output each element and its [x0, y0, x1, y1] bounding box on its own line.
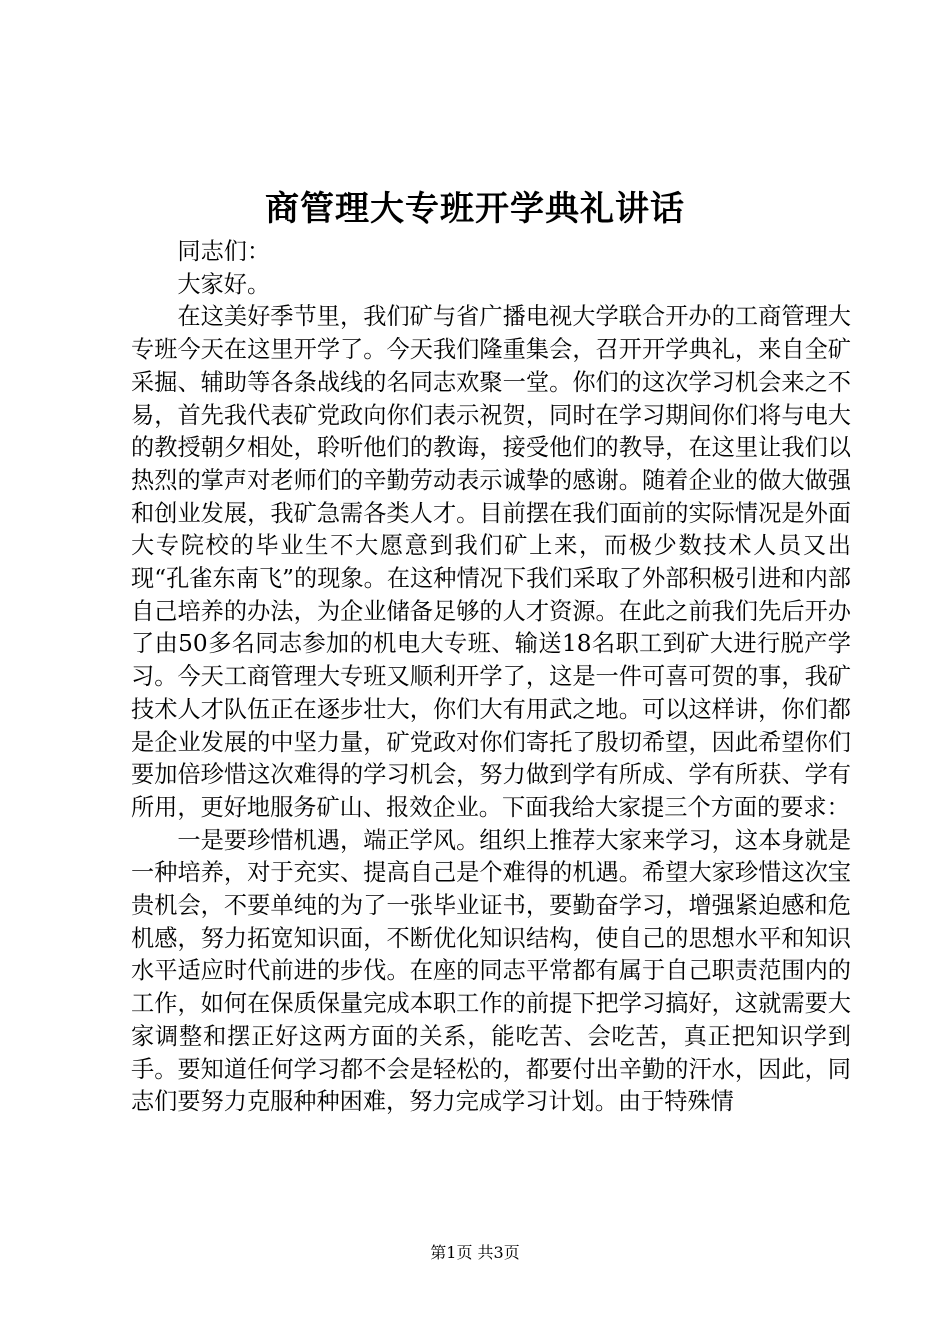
- body-paragraph: 一是要珍惜机遇，端正学风。组织上推荐大家来学习，这本身就是一种培养，对于充实、提高自己是个难得的机遇。希望大家珍惜这次宝贵机会，不要单纯的为了一张毕业证书，要勤奋学习，增强紧迫感和危机感，努力拓宽知识面，不断优化知识结构，使自己的思想水平和知识水平适应时代前进的步伐。在座的同志平常都有属于自己职责范围内的工作，如何在保质保量完成本职工作的前提下把学习搞好，这就需要大家调整和摆正好这两方面的关系，能吃苦、会吃苦，真正把知识学到手。要知道任何学习都不会是轻松的，都要付出辛勤的汗水，因此，同志们要努力克服种种困难，努力完成学习计划。由于特殊情: [131, 826, 851, 1116]
- body-paragraph: 在这美好季节里，我们矿与省广播电视大学联合开办的工商管理大专班今天在这里开学了。今天我们隆重集会，召开开学典礼，来自全矿采掘、辅助等各条战线的名同志欢聚一堂。你们的这次学习机会来之不易，首先我代表矿党政向你们表示祝贺，同时在学习期间你们将与电大的教授朝夕相处，聆听他们的教诲，接受他们的教导，在这里让我们以热烈的掌声对老师们的辛勤劳动表示诚挚的感谢。随着企业的做大做强和创业发展，我矿急需各类人才。目前摆在我们面前的实际情况是外面大专院校的毕业生不大愿意到我们矿上来，而极少数技术人员又出现“孔雀东南飞”的现象。在这种情况下我们采取了外部积极引进和内部自己培养的办法，为企业储备足够的人才资源。在此之前我们先后开办了由50多名同志参加的机电大专班、输送18名职工到矿大进行脱产学习。今天工商管理大专班又顺利开学了，这是一件可喜可贺的事，我矿技术人才队伍正在逐步壮大，你们大有用武之地。可以这样讲，你们都是企业发展的中坚力量，矿党政对你们寄托了殷切希望，因此希望你们要加倍珍惜这次难得的学习机会，努力做到学有所成、学有所获、学有所用，更好地服务矿山、报效企业。下面我给大家提三个方面的要求：: [131, 303, 851, 821]
- document-title: 商管理大专班开学典礼讲话: [265, 189, 685, 229]
- page-number-footer: 第1页 共3页: [430, 1243, 520, 1262]
- salutation-paragraph: 同志们：: [177, 238, 271, 265]
- document-body: [131, 236, 851, 1119]
- greeting-paragraph: 大家好。: [177, 270, 271, 298]
